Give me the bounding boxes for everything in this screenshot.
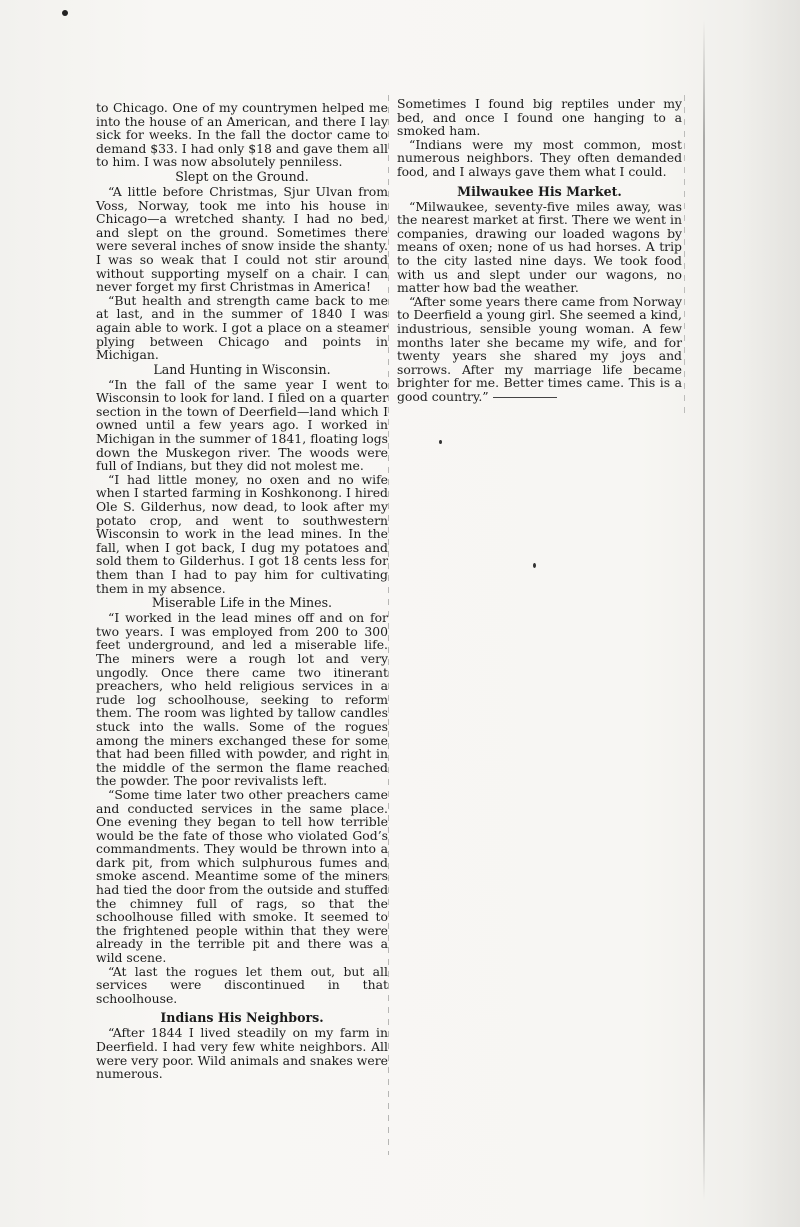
article-paragraph: “Milwaukee, seventy-five miles away, was the nearest market at first. There we went in companies, drawing our loaded wagons by means of oxen; none of us had horses. A trip to the city lasted nine days. We took food with us and slept under our wagons, no matter how bad the weather. xyxy=(397,198,682,296)
article-paragraph: “After some years there came from Norway to Deerfield a young girl. She seemed a kind, industrious, sensible young woman. A few months later she became my wife, and for twenty years she shared my joys and sorrows. After my marriage life became brighter for me. Better times came. This is a good country.” xyxy=(397,293,682,404)
ink-speck xyxy=(439,440,442,444)
section-heading: Slept on the Ground. xyxy=(175,168,309,184)
column-divider-right xyxy=(684,95,685,415)
article-paragraph: “Some time later two other preachers came and conducted services in the same place. One evening they began to tell how terrible would be the fate of those who violated God’s commandments. They would be thrown into a dark pit, from which sulphurous fumes and smoke ascend. Meantime some of the miners had tied the door from the outside and stuffed the chimney full of rags, so that the schoolhouse filled with smoke. It seemed to the frightened people within that they were already in the terrible pit and there was a wild scene. xyxy=(96,786,388,966)
article-paragraph: Sometimes I found big reptiles under my bed, and once I found one hanging to a smoked ham. xyxy=(397,96,682,139)
article-paragraph: “Indians were my most common, most numerous neighbors. They often demanded food, and I always gave them what I could. xyxy=(397,136,682,179)
column-divider-left xyxy=(388,95,389,1155)
corner-ink-mark xyxy=(62,10,68,16)
section-heading: Milwaukee His Market. xyxy=(457,183,622,199)
article-column-left xyxy=(96,101,388,1081)
article-paragraph: “After 1844 I lived steadily on my farm in Deerfield. I had very few white neighbors. All were very poor. Wild animals and snakes were numerous. xyxy=(96,1025,388,1082)
fold-line xyxy=(703,20,705,1200)
section-heading: Miserable Life in the Mines. xyxy=(151,595,333,611)
article-paragraph: to Chicago. One of my countrymen helped me into the house of an American, and there I lay sick for weeks. In the fall the doctor came to demand $33. I had only $18 and gave them all to him. I was now absolutely penniless. xyxy=(96,100,388,170)
end-rule xyxy=(493,397,557,398)
article-paragraph: “But health and strength came back to me at last, and in the summer of 1840 I was again able to work. I got a place on a steamer plying between Chicago and points in Michigan. xyxy=(96,292,388,363)
section-heading: Indians His Neighbors. xyxy=(160,1010,324,1026)
article-paragraph: “I had little money, no oxen and no wife when I started farming in Koshkonong. I hired Ole S. Gilderhus, now dead, to look after my potato crop, and went to southwestern Wisconsin to work in the lead mines. In the fall, when I got back, I dug my potatoes and sold them to Gilderhus. I got 18 cents less for them than I had to pay him for cultivating them in my absence. xyxy=(96,471,388,596)
article-paragraph: “A little before Christmas, Sjur Ulvan from Voss, Norway, took me into his house in Chicago—a wretched shanty. I had no bed, and slept on the ground. Sometimes there were several inches of snow inside the shanty. I was so weak that I could not stir around without supporting myself on a chair. I can never forget my first Christmas in America! xyxy=(96,183,388,295)
section-heading: Land Hunting in Wisconsin. xyxy=(153,361,331,377)
article-paragraph: “In the fall of the same year I went to Wisconsin to look for land. I filed on a quarter section in the town of Deerfield—land which I owned until a few years ago. I worked in Michigan in the summer of 1841, floating logs down the Muskegon river. The woods were full of Indians, but they did not molest me. xyxy=(96,376,388,474)
article-paragraph: “I worked in the lead mines off and on for two years. I was employed from 200 to 300 feet underground, and led a miserable life. The miners were a rough lot and very ungodly. Once there came two itinerant preachers, who held religious services in a rude log schoolhouse, seeking to reform them. The room was lighted by tallow candles stuck into the walls. Some of the rogues among the miners exchanged these for some that had been filled with powder, and right in the middle of the sermon the flame reached the powder. The poor revivalists left. xyxy=(96,610,388,789)
page-edge-shadow xyxy=(740,0,800,1227)
article-paragraph: “At last the rogues let them out, but all services were discontinued in that schoolhouse. xyxy=(96,963,388,1006)
article-column-right xyxy=(397,97,682,403)
ink-speck xyxy=(533,563,536,568)
